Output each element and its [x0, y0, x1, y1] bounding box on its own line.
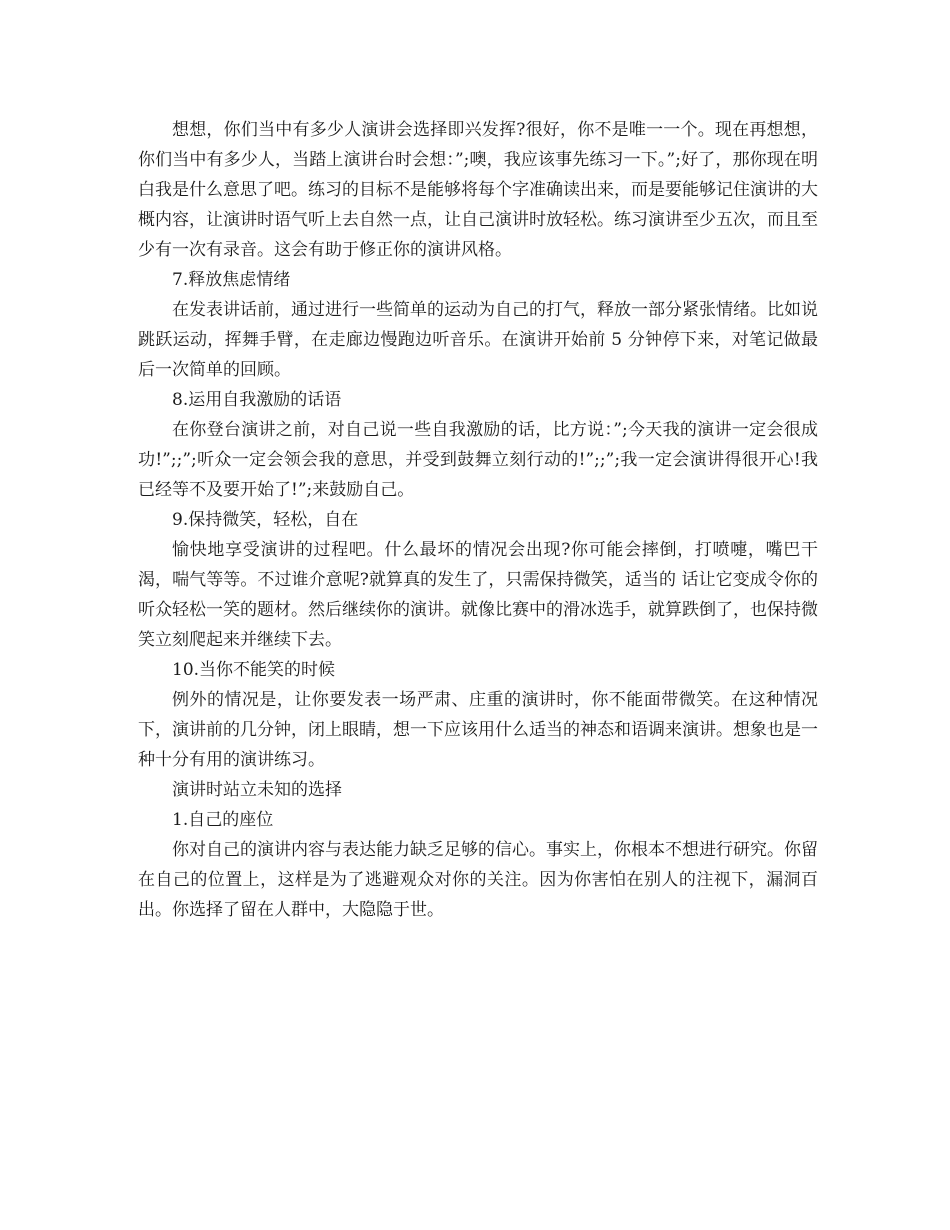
paragraph-keep-smiling: 愉快地享受演讲的过程吧。什么最坏的情况会出现?你可能会摔倒，打喷嚏，嘴巴干渴，喘气等等。不过谁介意呢?就算真的发生了，只需保持微笑，适当的 话让它变成令你的听众轻松一笑的题材。然后继续你的演讲。就像比赛中的滑冰选手，就算跌倒了，也保持微笑立刻爬起来并继续下去。 [138, 540, 818, 650]
document-page [138, 115, 818, 925]
paragraph-self-motivation: 在你登台演讲之前，对自己说一些自我激励的话，比方说：”;今天我的演讲一定会很成功!”;;”;听众一定会领会我的意思，并受到鼓舞立刻行动的!”;;”;我一定会演讲得很开心!我已经等不及要开始了!”;来鼓励自己。 [138, 420, 818, 500]
paragraph-cannot-smile: 例外的情况是，让你要发表一场严肃、庄重的演讲时，你不能面带微笑。在这种情况下，演讲前的几分钟，闭上眼睛，想一下应该用什么适当的神态和语调来演讲。想象也是一种十分有用的演讲练习。 [138, 690, 818, 770]
heading-own-seat: 1.自己的座位 [172, 810, 274, 830]
paragraph-own-seat: 你对自己的演讲内容与表达能力缺乏足够的信心。事实上，你根本不想进行研究。你留在自己的位置上，这样是为了逃避观众对你的关注。因为你害怕在别人的注视下，漏洞百出。你选择了留在人群中，大隐隐于世。 [138, 840, 818, 920]
paragraph-release-anxiety: 在发表讲话前，通过进行一些简单的运动为自己的打气，释放一部分紧张情绪。比如说跳跃运动，挥舞手臂，在走廊边慢跑边听音乐。在演讲开始前 5 分钟停下来，对笔记做最后一次简单的回顾。 [138, 300, 818, 380]
paragraph-practice: 想想，你们当中有多少人演讲会选择即兴发挥?很好，你不是唯一一个。现在再想想，你们当中有多少人，当踏上演讲台时会想：”;噢，我应该事先练习一下。”;好了，那你现在明白我是什么意思了吧。练习的目标不是能够将每个字准确读出来，而是要能够记住演讲的大概内容，让演讲时语气听上去自然一点，让自己演讲时放轻松。练习演讲至少五次，而且至少有一次有录音。这会有助于修正你的演讲风格。 [138, 120, 818, 260]
heading-keep-smiling: 9.保持微笑，轻松，自在 [172, 510, 359, 530]
heading-standing-choices: 演讲时站立未知的选择 [172, 780, 342, 800]
heading-self-motivation: 8.运用自我激励的话语 [172, 390, 342, 410]
heading-release-anxiety: 7.释放焦虑情绪 [172, 270, 291, 290]
heading-cannot-smile: 10.当你不能笑的时候 [172, 660, 336, 680]
